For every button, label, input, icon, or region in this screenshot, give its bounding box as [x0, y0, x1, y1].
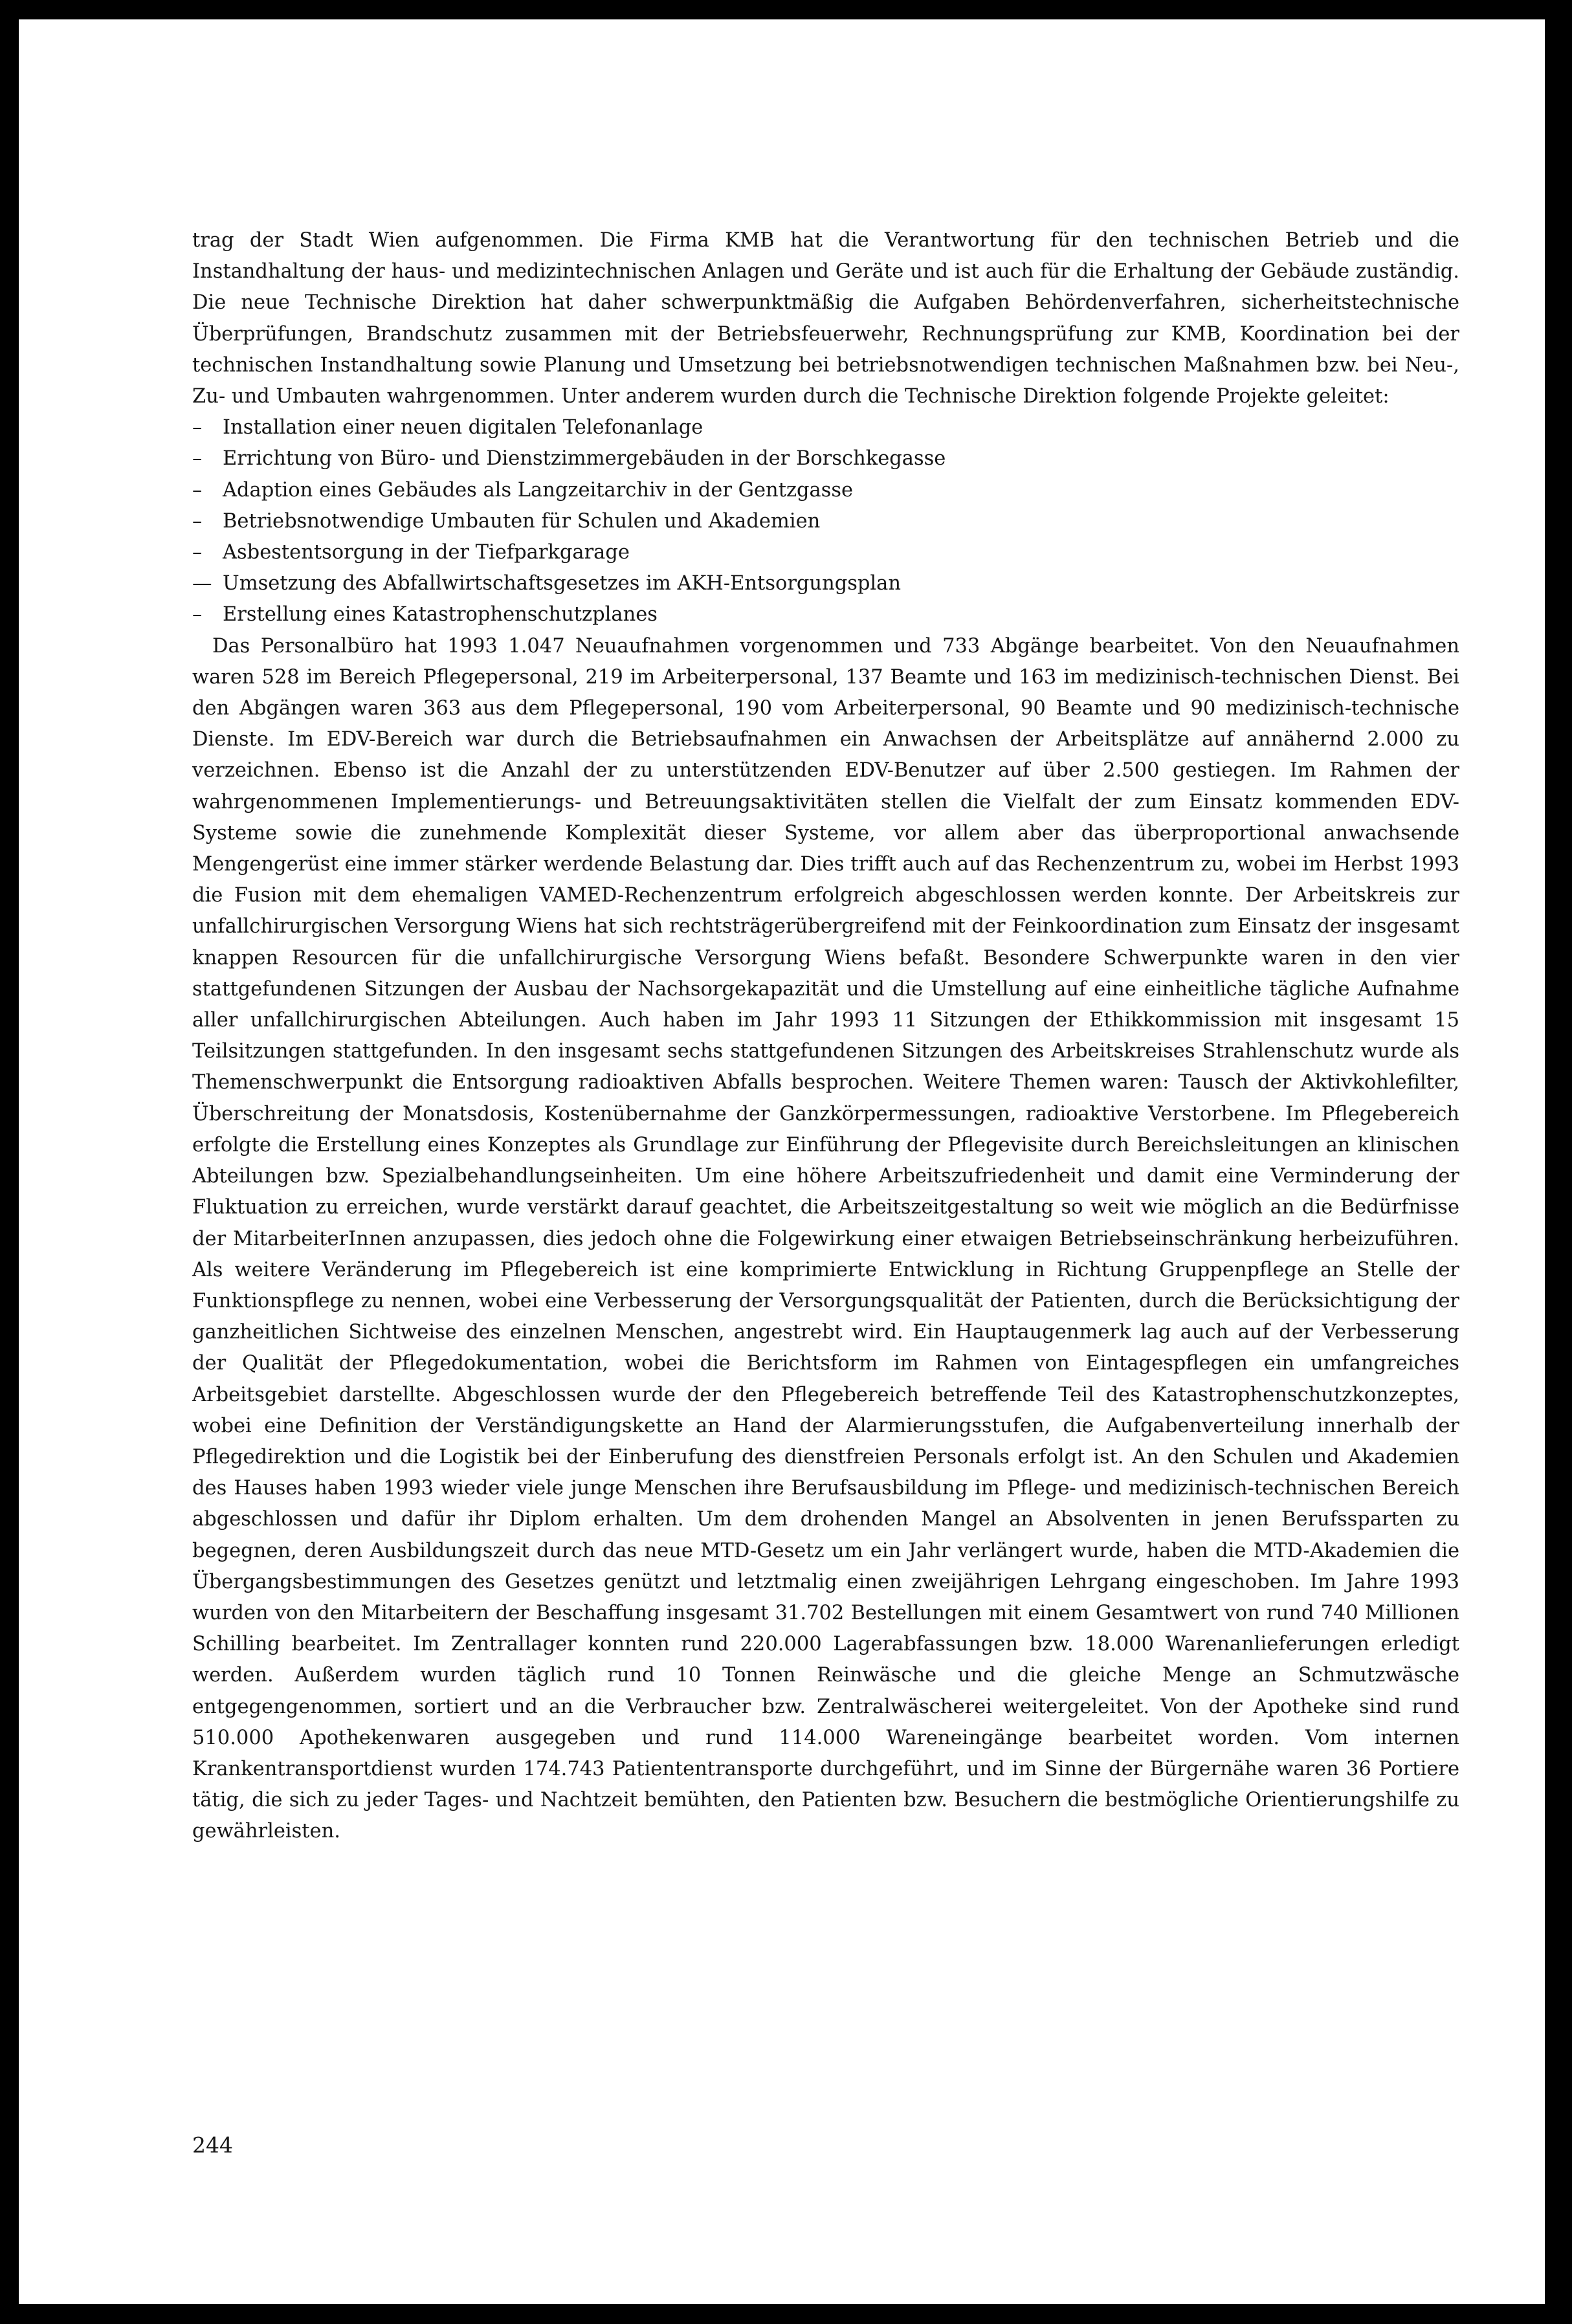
project-list [192, 412, 1459, 630]
list-dash: – [192, 416, 203, 439]
paragraph-technical-direction: trag der Stadt Wien aufgenommen. Die Firma KMB hat die Verantwortung für den technischen Betrieb und die Instandhaltung der haus- und medizintechnischen Anlagen und Geräte und ist auch für die Erhaltung der Gebäude zuständig. Die neue Technische Direktion hat daher schwerpunktmäßig die Aufgaben Behördenverfahren, sicherheitstechnische Überprüfungen, Brandschutz zusammen mit der Betriebsfeuerwehr, Rechnungsprüfung zur KMB, Koordination bei der technischen Instandhaltung sowie Planung und Umsetzung bei betriebsnotwendigen technischen Maßnahmen bzw. bei Neu-, Zu- und Umbauten wahrgenommen. Unter anderem wurden durch die Technische Direktion folgende Projekte geleitet: [192, 229, 1459, 408]
list-dash: – [192, 447, 203, 470]
list-item-text: Installation einer neuen digitalen Telefonanlage [223, 416, 703, 439]
list-dash: – [192, 603, 203, 626]
list-dash: — [192, 572, 212, 595]
list-item-text: Errichtung von Büro- und Dienstzimmergebäuden in der Borschkegasse [223, 447, 946, 470]
list-dash: – [192, 541, 203, 564]
page-number: 244 [192, 2132, 233, 2158]
list-item [192, 412, 1459, 443]
list-dash: – [192, 509, 203, 533]
page-sheet [19, 19, 1545, 2304]
list-dash: – [192, 478, 203, 502]
list-item [192, 506, 1459, 537]
list-item-text: Adaption eines Gebäudes als Langzeitarchiv in der Gentzgasse [223, 478, 854, 502]
list-item-text: Betriebsnotwendige Umbauten für Schulen und Akademien [223, 509, 821, 533]
paragraph-annual-report: Das Personalbüro hat 1993 1.047 Neuaufnahmen vorgenommen und 733 Abgänge bearbeitet. Von den Neuaufnahmen waren 528 im Bereich Pflegepersonal, 219 im Arbeiterpersonal, 137 Beamte und 163 im medizinisch-technischen Dienst. Bei den Abgängen waren 363 aus dem Pflegepersonal, 190 vom Arbeiterpersonal, 90 Beamte und 90 medizinisch-technische Dienste. Im EDV-Bereich war durch die Betriebsaufnahmen ein Anwachsen der Arbeitsplätze auf annähernd 2.000 zu verzeichnen. Ebenso ist die Anzahl der zu unterstützenden EDV-Benutzer auf über 2.500 gestiegen. Im Rahmen der wahrgenommenen Implementierungs- und Betreuungsaktivitäten stellen die Vielfalt der zum Einsatz kommenden EDV-Systeme sowie die zunehmende Komplexität dieser Systeme, vor allem aber das überproportional anwachsende Mengengerüst eine immer stärker werdende Belastung dar. Dies trifft auch auf das Rechenzentrum zu, wobei im Herbst 1993 die Fusion mit dem ehemaligen VAMED-Rechenzentrum erfolgreich abgeschlossen werden konnte. Der Arbeitskreis zur unfallchirurgischen Versorgung Wiens hat sich rechtsträgerübergreifend mit der Feinkoordination zum Einsatz der insgesamt knappen Resourcen für die unfallchirurgische Versorgung Wiens befaßt. Besondere Schwerpunkte waren in den vier stattgefundenen Sitzungen der Ausbau der Nachsorgekapazität und die Umstellung auf eine einheitliche tägliche Aufnahme aller unfallchirurgischen Abteilungen. Auch haben im Jahr 1993 11 Sitzungen der Ethikkommission mit insgesamt 15 Teilsitzungen stattgefunden. In den insgesamt sechs stattgefundenen Sitzungen des Arbeitskreises Strahlenschutz wurde als Themenschwerpunkt die Entsorgung radioaktiven Abfalls besprochen. Weitere Themen waren: Tausch der Aktivkohlefilter, Überschreitung der Monatsdosis, Kostenübernahme der Ganzkörpermessungen, radioaktive Verstorbene. Im Pflegebereich erfolgte die Erstellung eines Konzeptes als Grundlage zur Einführung der Pflegevisite durch Bereichsleitungen an klinischen Abteilungen bzw. Spezialbehandlungseinheiten. Um eine höhere Arbeitszufriedenheit und damit eine Verminderung der Fluktuation zu erreichen, wurde verstärkt darauf geachtet, die Arbeitszeitgestaltung so weit wie möglich an die Bedürfnisse der MitarbeiterInnen anzupassen, dies jedoch ohne die Folgewirkung einer etwaigen Betriebseinschränkung herbeizuführen. Als weitere Veränderung im Pflegebereich ist eine komprimierte Entwicklung in Richtung Gruppenpflege an Stelle der Funktionspflege zu nennen, wobei eine Verbesserung der Versorgungsqualität der Patienten, durch die Berücksichtigung der ganzheitlichen Sichtweise des einzelnen Menschen, angestrebt wird. Ein Hauptaugenmerk lag auch auf der Verbesserung der Qualität der Pflegedokumentation, wobei die Berichtsform im Rahmen von Eintagespflegen ein umfangreiches Arbeitsgebiet darstellte. Abgeschlossen wurde der den Pflegebereich betreffende Teil des Katastrophenschutzkonzeptes, wobei eine Definition der Verständigungskette an Hand der Alarmierungsstufen, die Aufgabenverteilung innerhalb der Pflegedirektion und die Logistik bei der Einberufung des dienstfreien Personals erfolgt ist. An den Schulen und Akademien des Hauses haben 1993 wieder viele junge Menschen ihre Berufsausbildung im Pflege- und medizinisch-technischen Bereich abgeschlossen und dafür ihr Diplom erhalten. Um dem drohenden Mangel an Absolventen in jenen Berufssparten zu begegnen, deren Ausbildungszeit durch das neue MTD-Gesetz um ein Jahr verlängert wurde, haben die MTD-Akademien die Übergangsbestimmungen des Gesetzes genützt und letztmalig einen zweijährigen Lehrgang eingeschoben. Im Jahre 1993 wurden von den Mitarbeitern der Beschaffung insgesamt 31.702 Bestellungen mit einem Gesamtwert von rund 740 Millionen Schilling bearbeitet. Im Zentrallager konnten rund 220.000 Lagerabfassungen bzw. 18.000 Warenanlieferungen erledigt werden. Außerdem wurden täglich rund 10 Tonnen Reinwäsche und die gleiche Menge an Schmutzwäsche entgegengenommen, sortiert und an die Verbraucher bzw. Zentralwäscherei weitergeleitet. Von der Apotheke sind rund 510.000 Apothekenwaren ausgegeben und rund 114.000 Wareneingänge bearbeitet worden. Vom internen Krankentransportdienst wurden 174.743 Patiententransporte durchgeführt, und im Sinne der Bürgernähe waren 36 Portiere tätig, die sich zu jeder Tages- und Nachtzeit bemühten, den Patienten bzw. Besuchern die bestmögliche Orientierungshilfe zu gewährleisten. [192, 634, 1459, 1843]
list-item [192, 475, 1459, 506]
list-item-text: Erstellung eines Katastrophenschutzplanes [223, 603, 658, 626]
body-text [192, 225, 1459, 1848]
list-item-text: Asbestentsorgung in der Tiefparkgarage [223, 541, 630, 564]
list-item [192, 568, 1459, 599]
list-item [192, 443, 1459, 474]
list-item-text: Umsetzung des Abfallwirtschaftsgesetzes im AKH-Entsorgungsplan [223, 572, 902, 595]
list-item [192, 599, 1459, 630]
list-item [192, 537, 1459, 568]
